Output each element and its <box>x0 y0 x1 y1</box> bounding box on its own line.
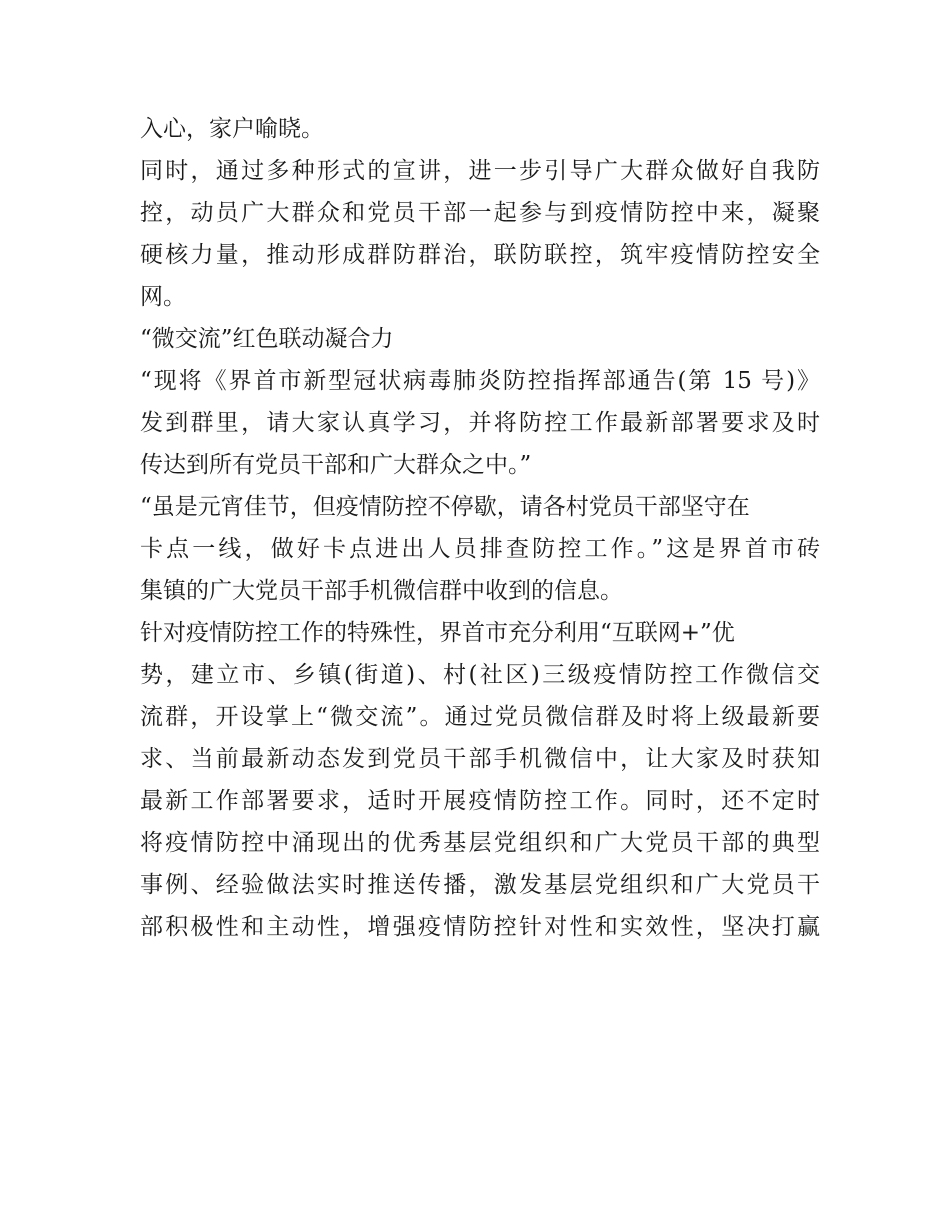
text-line: 网。 <box>140 284 186 310</box>
text-line: 针对疫情防控工作的特殊性，界首市充分利用“互联网+”优 <box>140 620 735 646</box>
text-line: 控，动员广大群众和党员干部一起参与到疫情防控中来，凝聚 <box>140 200 820 226</box>
body-text <box>140 108 820 948</box>
text-line: 流群，开设掌上“微交流”。通过党员微信群及时将上级最新要 <box>140 704 820 730</box>
text-line: 集镇的广大党员干部手机微信群中收到的信息。 <box>140 578 623 604</box>
text-line: 硬核力量，推动形成群防群治，联防联控，筑牢疫情防控安全 <box>140 242 820 268</box>
text-line: 将疫情防控中涌现出的优秀基层党组织和广大党员干部的典型 <box>140 830 820 856</box>
text-line: 部积极性和主动性，增强疫情防控针对性和实效性，坚决打赢 <box>140 914 820 940</box>
text-line: 求、当前最新动态发到党员干部手机微信中，让大家及时获知 <box>140 746 820 772</box>
text-line: 势，建立市、乡镇(街道)、村(社区)三级疫情防控工作微信交 <box>140 662 820 688</box>
text-line: 最新工作部署要求，适时开展疫情防控工作。同时，还不定时 <box>140 788 820 814</box>
text-line: 传达到所有党员干部和广大群众之中。” <box>140 452 532 478</box>
text-line: 入心，家户喻晓。 <box>140 116 324 142</box>
text-line: 事例、经验做法实时推送传播，激发基层党组织和广大党员干 <box>140 872 820 898</box>
text-line: 卡点一线，做好卡点进出人员排查防控工作。”这是界首市砖 <box>140 536 820 562</box>
text-line: “虽是元宵佳节，但疫情防控不停歇，请各村党员干部坚守在 <box>140 494 750 520</box>
text-line: 发到群里，请大家认真学习，并将防控工作最新部署要求及时 <box>140 410 820 436</box>
section-heading: “微交流”红色联动凝合力 <box>140 326 394 352</box>
text-line: 同时，通过多种形式的宣讲，进一步引导广大群众做好自我防 <box>140 158 820 184</box>
text-line: “现将《界首市新型冠状病毒肺炎防控指挥部通告(第 15 号)》 <box>140 368 820 394</box>
